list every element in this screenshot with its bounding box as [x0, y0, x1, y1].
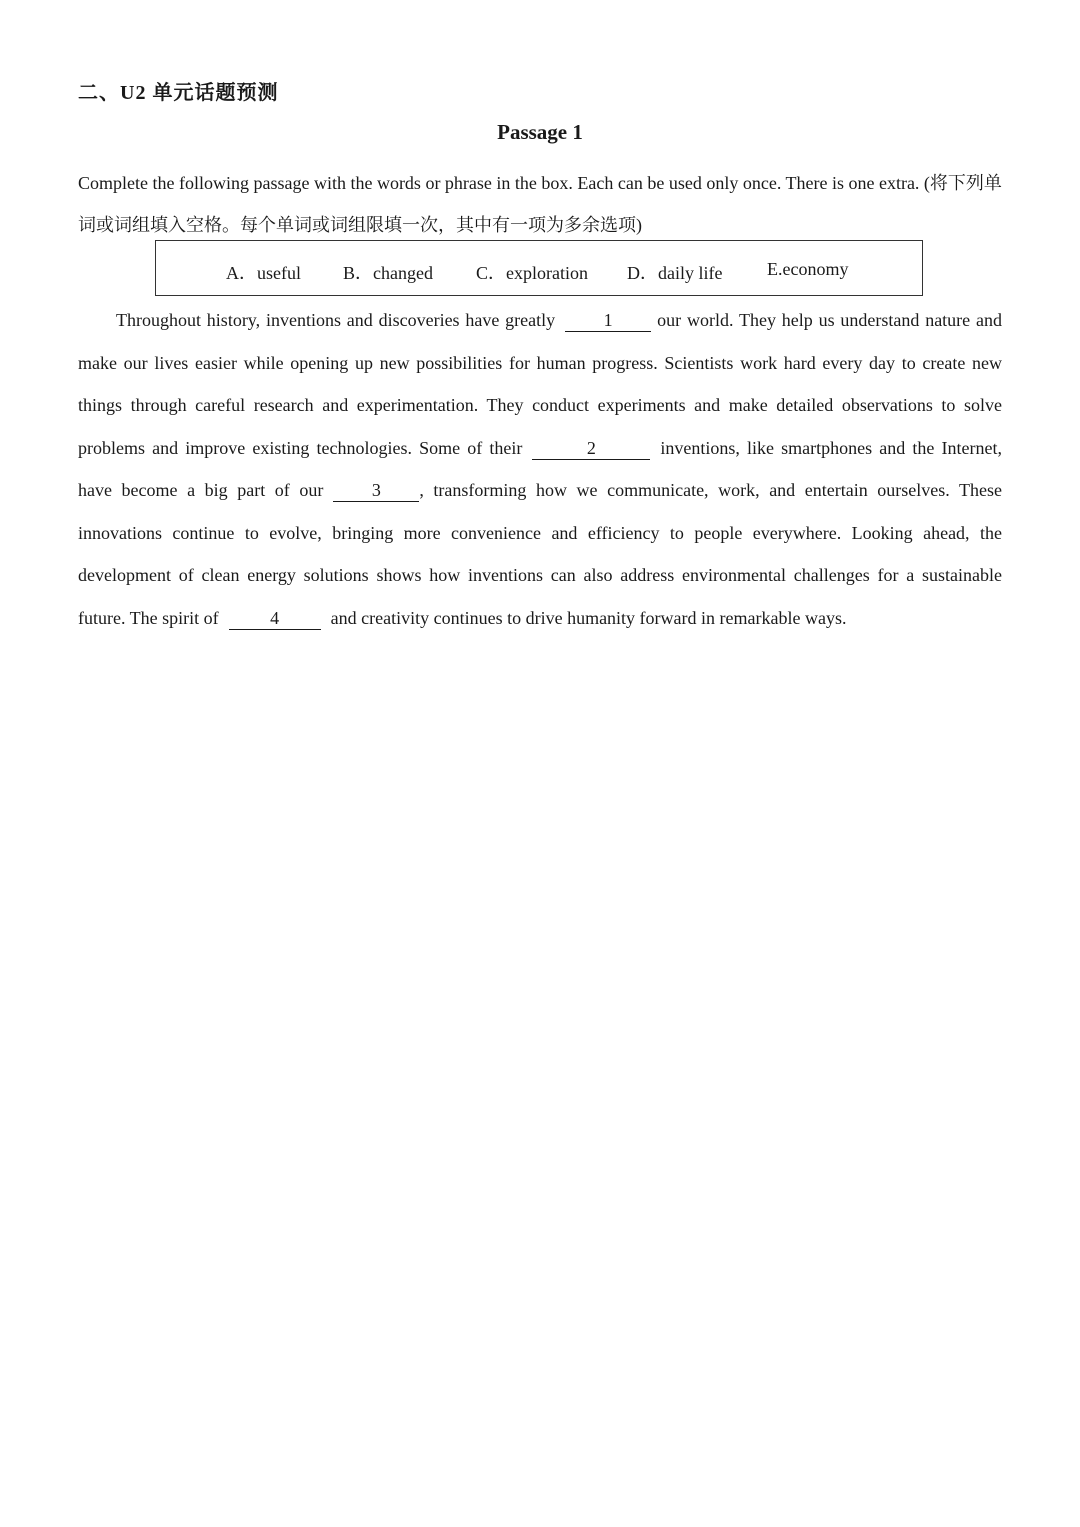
section-heading: 二、U2 单元话题预测 [78, 82, 279, 104]
word-bank-box [155, 240, 923, 296]
option-d: D．daily life [627, 263, 723, 283]
blank-1[interactable]: 1 [565, 310, 651, 332]
passage-text [78, 299, 1002, 639]
instructions: Complete the following passage with the words or phrase in the box. Each can be used only once. There is one extra. (将下列单词或词组填入空格。每个单词或词组限填一次，其中有一项为多余选项) [78, 173, 1002, 235]
passage-segment: inventions, like smartphones and the Internet, have become a big part of our [78, 437, 1003, 500]
option-e: E.economy [767, 259, 849, 279]
passage-title: Passage 1 [497, 120, 583, 144]
option-b: B．changed [343, 263, 433, 283]
passage-segment: Throughout history, inventions and discoveries have greatly [116, 310, 556, 330]
blank-3[interactable]: 3 [333, 480, 419, 502]
option-c: C．exploration [476, 263, 588, 283]
blank-2[interactable]: 2 [532, 438, 650, 460]
passage-segment: and creativity continues to drive humanity forward in remarkable ways. [330, 607, 847, 628]
passage-segment: , transforming how we communicate, work, and entertain ourselves. These innovations continue to evolve, bringing more convenience and efficiency to people everywhere. Looking ahead, the development of clean energy solutions shows how inventions can also address environmental challenges for a sustainable future. The spirit of [78, 480, 1002, 628]
blank-4[interactable]: 4 [229, 608, 321, 630]
passage-segment: our world. They help us understand nature and make our lives easier while opening up new possibilities for human progress. Scientists work hard every day to create new things through careful research and experimentation. They conduct experiments and make detailed observations to solve problems and improve existing technologies. Some of their [78, 310, 1002, 458]
option-a: A．useful [226, 263, 301, 283]
